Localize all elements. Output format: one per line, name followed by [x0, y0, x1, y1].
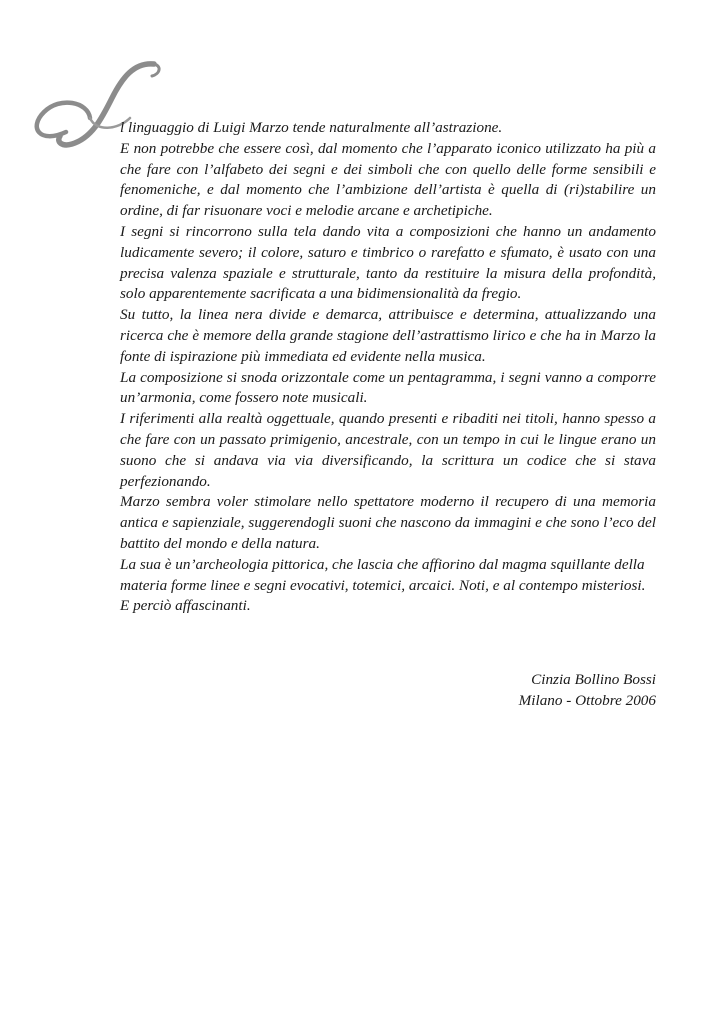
paragraph-3: I segni si rincorrono sulla tela dando vita a composizioni che hanno un andamento ludicamente severo; il colore, saturo e timbrico o rarefatto e sfumato, è usato con una precisa valenza spaziale e strutturale, tanto da restituire la misura della profondità, solo apparentemente sacrificata a una bidimensionalità da fregio.	[120, 222, 656, 303]
signature-author: Cinzia Bollino Bossi	[531, 671, 656, 688]
paragraph-6: I riferimenti alla realtà oggettuale, quando presenti e ribaditi nei titoli, hanno spesso a che fare con un passato primigenio, ancestrale, con un tempo in cui le lingue erano un suono che si andava via via diversificando, la scrittura un codice che si stava perfezionando.	[120, 410, 656, 490]
paragraph-5: La composizione si snoda orizzontale come un pentagramma, i segni vanno a comporre un’armonia, come fossero note musicali.	[120, 368, 656, 407]
signature-place-date: Milano - Ottobre 2006	[518, 691, 656, 709]
signature-block	[519, 670, 656, 712]
paragraph-1: l linguaggio di Luigi Marzo tende naturalmente all’astrazione.	[120, 119, 503, 136]
paragraph-8: La sua è un’archeologia pittorica, che lascia che affiorino dal magma squillante della materia forme linee e segni evocativi, totemici, arcaici. Noti, e al contempo misteriosi. E perciò affascinanti.	[120, 555, 646, 615]
paragraph-2: E non potrebbe che essere così, dal momento che l’apparato iconico utilizzato ha più a che fare con l’alfabeto dei segni e dei simboli che con quello delle forme sensibili e fenomeniche, e dal momento che l’ambizione dell’artista è quella di (ri)stabilire un ordine, di far risuonare voci e melodie arcane e archetipiche.	[120, 139, 656, 220]
paragraph-7: Marzo sembra voler stimolare nello spettatore moderno il recupero di una memoria antica e sapienziale, suggerendogli suoni che nascono da immagini e che sono l’eco del battito del mondo e della natura.	[120, 493, 656, 552]
paragraph-4: Su tutto, la linea nera divide e demarca, attribuisce e determina, attualizzando una ricerca che è memore della grande stagione dell’astrattismo lirico e che ha in Marzo la fonte di ispirazione più immediata ed evidente nella musica.	[120, 306, 656, 365]
essay-body	[120, 118, 656, 617]
